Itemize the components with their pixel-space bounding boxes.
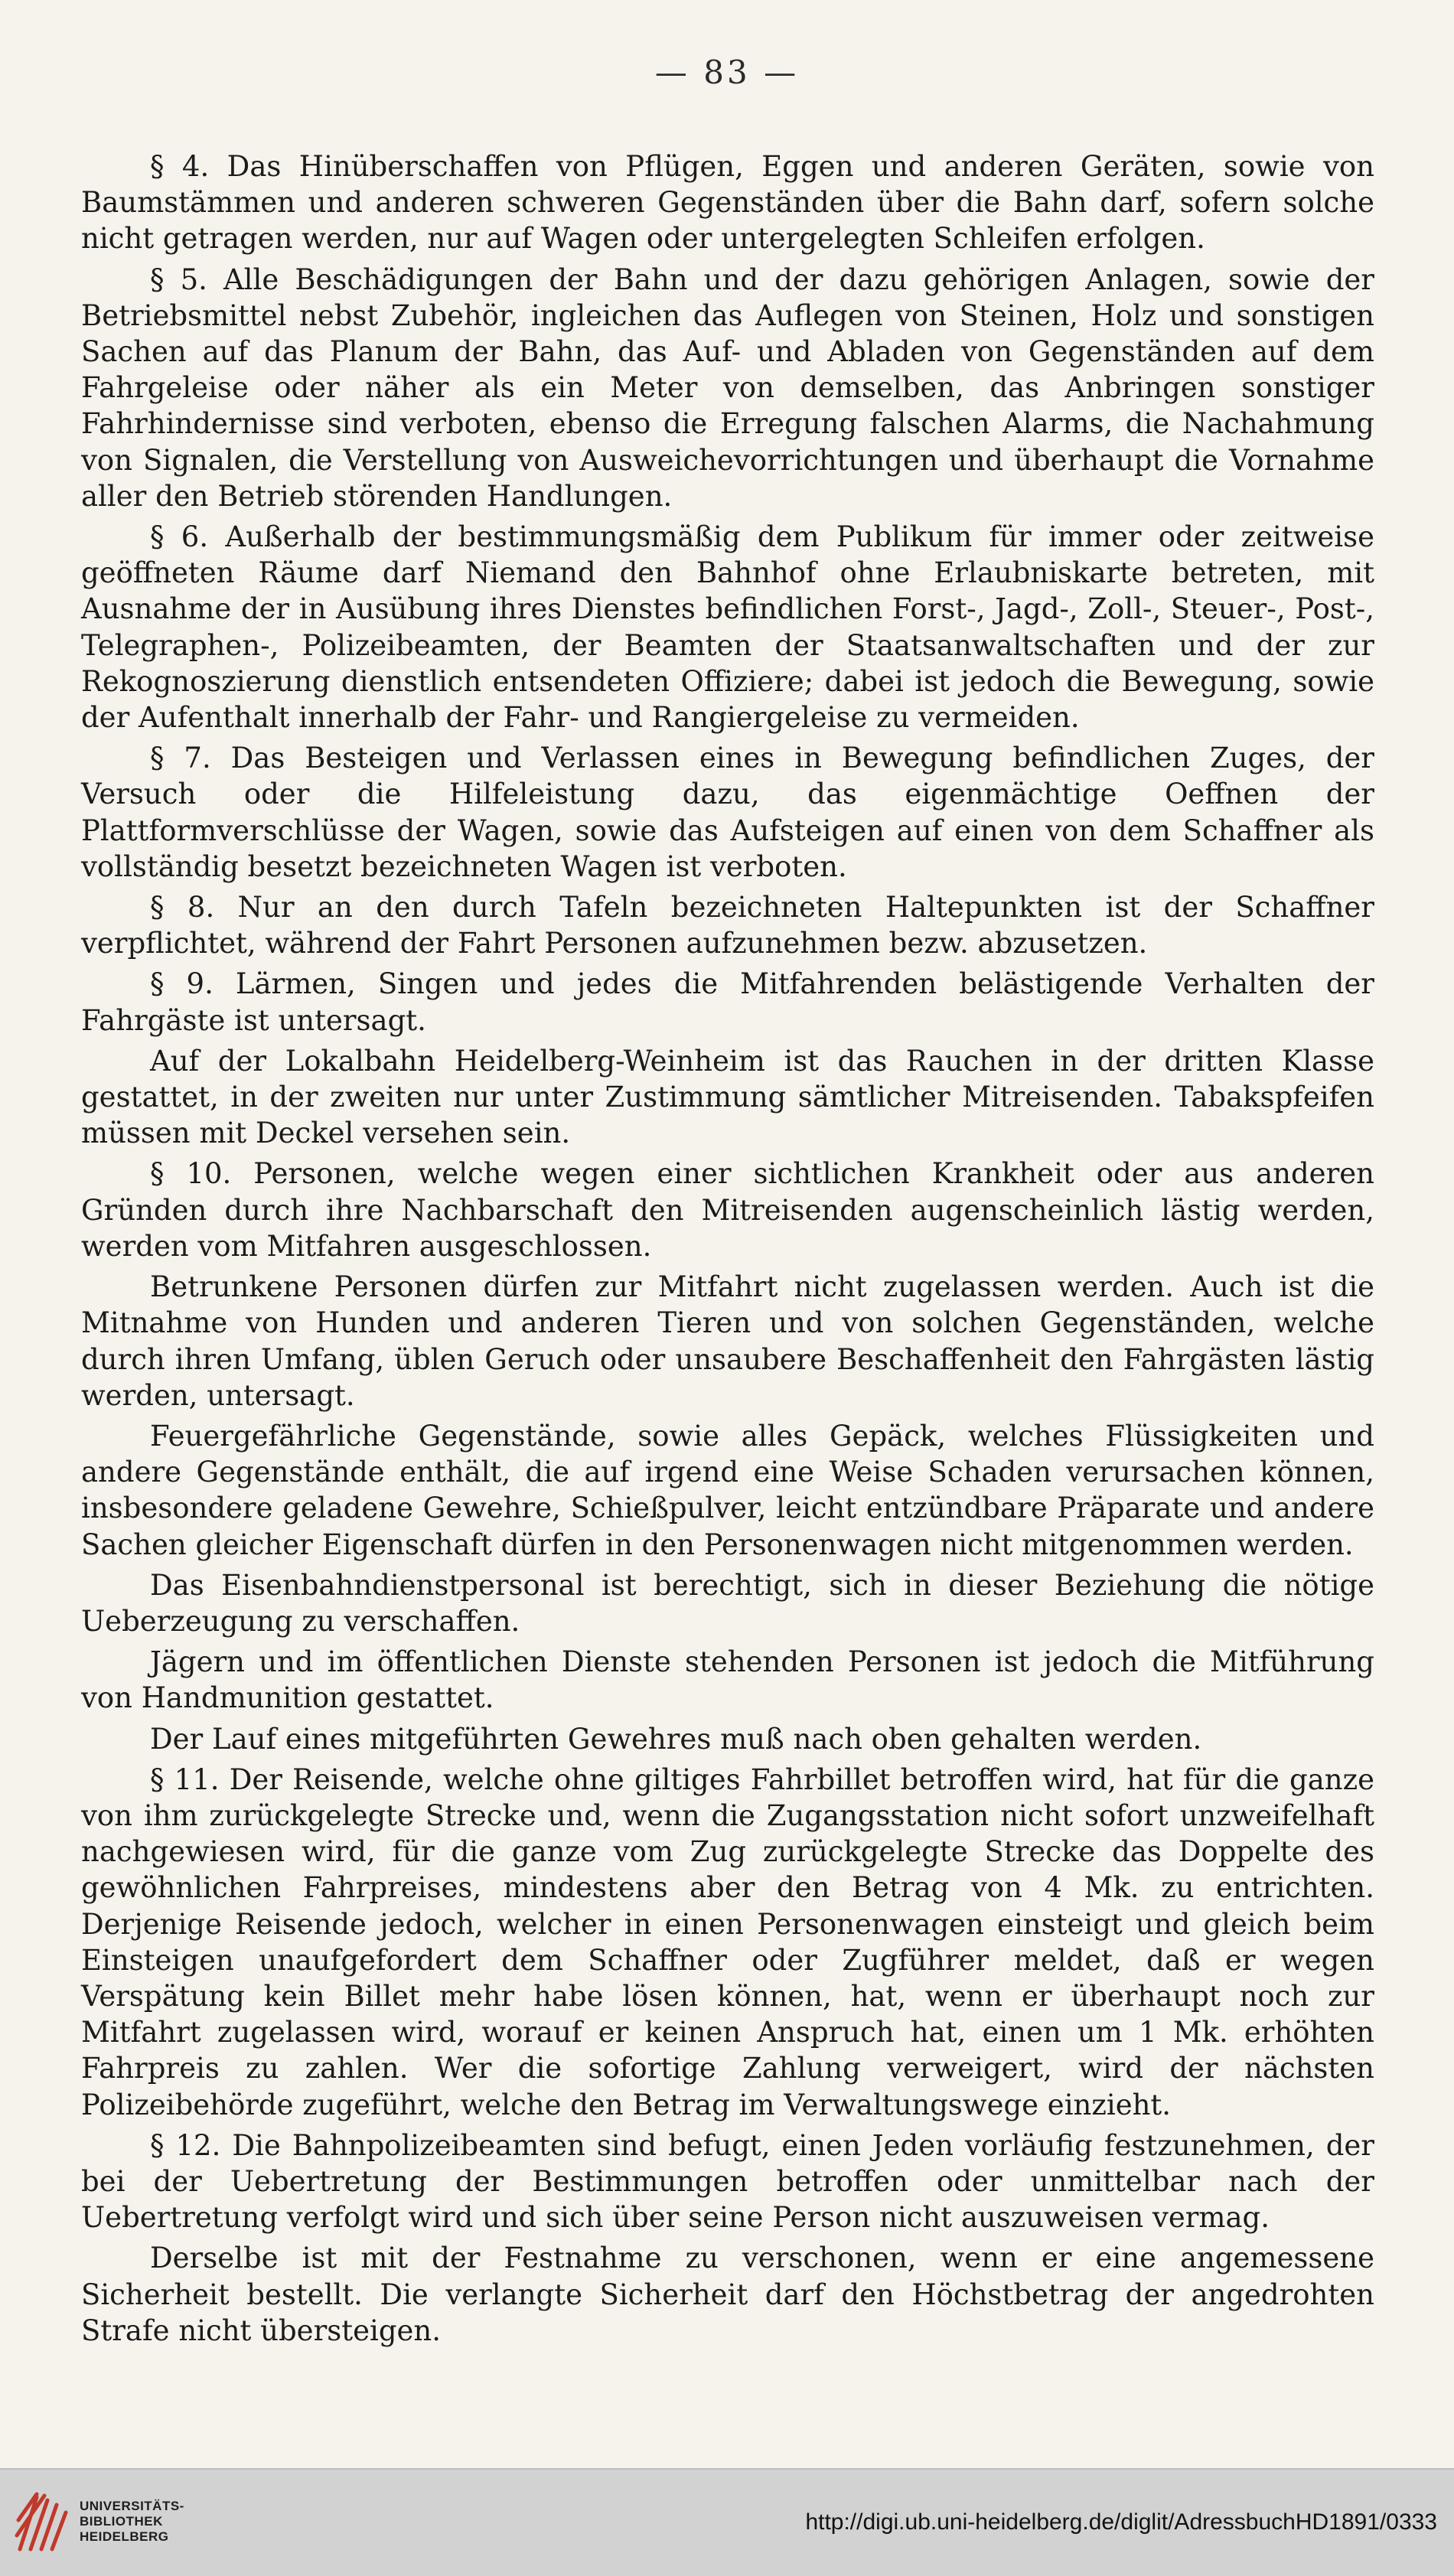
paragraph-section-4: § 4. Das Hinüberschaffen von Pflügen, Eggen und anderen Geräten, sowie von Baumstämmen und anderen schweren Gegenständen über die Bahn darf, sofern solche nicht getragen werden, nur auf Wagen oder untergelegten Schleifen erfolgen. (81, 150, 1374, 256)
paragraph-smoking-rule: Auf der Lokalbahn Heidelberg-Weinheim ist das Rauchen in der dritten Klasse gestattet, in der zweiten nur unter Zustimmung sämtlicher Mitreisenden. Tabakspfeifen müssen mit Deckel versehen sein. (81, 1044, 1374, 1150)
paragraph-section-8: § 8. Nur an den durch Tafeln bezeichneten Haltepunkten ist der Schaffner verpflichtet, während der Fahrt Personen aufzunehmen bezw. abzusetzen. (81, 891, 1374, 960)
paragraph-staff-inspection: Das Eisenbahndienstpersonal ist berechtigt, sich in dieser Beziehung die nötige Ueberzeugung zu verschaffen. (81, 1568, 1374, 1638)
viewer-footer (0, 2468, 1454, 2576)
paragraph-section-10: § 10. Personen, welche wegen einer sichtlichen Krankheit oder aus anderen Gründen durch ihre Nachbarschaft den Mitreisenden augenscheinlich lästig werden, werden vom Mitfahren ausgeschlossen. (81, 1157, 1374, 1263)
document-body (81, 148, 1374, 2353)
paragraph-drunk-persons: Betrunkene Personen dürfen zur Mitfahrt nicht zugelassen werden. Auch ist die Mitnahme von Hunden und anderen Tieren und von solchen Gegenständen, welche durch ihren Umfang, üblen Geruch oder unsaubere Beschaffenheit den Fahrgästen lästig werden, untersagt. (81, 1270, 1374, 1412)
paragraph-section-7: § 7. Das Besteigen und Verlassen eines in Bewegung befindlichen Zuges, der Versuch oder die Hilfeleistung dazu, das eigenmächtige Oeffnen der Plattformverschlüsse der Wagen, sowie das Aufsteigen auf einen von dem Schaffner als vollständig besetzt bezeichneten Wagen ist verboten. (81, 742, 1374, 883)
paragraph-rifle-barrel: Der Lauf eines mitgeführten Gewehres muß nach oben gehalten werden. (150, 1722, 1202, 1756)
paragraph-security-deposit: Derselbe ist mit der Festnahme zu verschonen, wenn er eine angemessene Sicherheit bestellt. Die verlangte Sicherheit darf den Höchstbetrag der angedrohten Strafe nicht übersteigen. (81, 2242, 1374, 2347)
paragraph-section-12: § 12. Die Bahnpolizeibeamten sind befugt, einen Jeden vorläufig festzunehmen, der bei der Uebertretung der Bestimmungen betroffen oder unmittelbar nach der Uebertretung verfolgt wird und sich über seine Person nicht auszuweisen vermag. (81, 2128, 1374, 2235)
paragraph-section-11: § 11. Der Reisende, welche ohne giltiges Fahrbillet betroffen wird, hat für die ganze von ihm zurückgelegte Strecke und, wenn die Zugangsstation nicht sofort unzweifelhaft nachgewiesen wird, für die ganze vom Zug zurückgelegte Strecke das Doppelte des gewöhnlichen Fahrpreises, mindestens aber den Betrag von 4 Mk. zu entrichten. Derjenige Reisende jedoch, welcher in einen Personenwagen einsteigt und gleich beim Einsteigen unaufgefordert dem Schaffner oder Zugführer meldet, daß er wegen Verspätung kein Billet mehr habe lösen können, hat, wenn er überhaupt noch zur Mitfahrt zugelassen wird, worauf er keinen Anspruch hat, einen um 1 Mk. erhöhten Fahrpreis zu zahlen. Wer die sofortige Zahlung verweigert, wird der nächsten Polizeibehörde zugeführt, welche den Betrag im Verwaltungswege einzieht. (81, 1762, 1374, 2121)
paragraph-section-9: § 9. Lärmen, Singen und jedes die Mitfahrenden belästigende Verhalten der Fahrgäste ist untersagt. (81, 967, 1374, 1037)
paragraph-section-6: § 6. Außerhalb der bestimmungsmäßig dem Publikum für immer oder zeitweise geöffneten Räume darf Niemand den Bahnhof ohne Erlaubniskarte betreten, mit Ausnahme der in Ausübung ihres Dienstes befindlichen Forst-, Jagd-, Zoll-, Steuer-, Post-, Telegraphen-, Polizeibeamten, der Beamten der Staatsanwaltschaften und der zur Rekognoszierung dienstlich entsendeten Offiziere; dabei ist jedoch die Bewegung, sowie der Aufenthalt innerhalb der Fahr- und Rangiergeleise zu vermeiden. (81, 520, 1374, 735)
source-url-link[interactable]: http://digi.ub.uni-heidelberg.de/diglit/AdressbuchHD1891/0333 (805, 2509, 1437, 2535)
page-number: — 83 — (654, 54, 800, 91)
paragraph-section-5: § 5. Alle Beschädigungen der Bahn und der dazu gehörigen Anlagen, sowie der Betriebsmittel nebst Zubehör, ingleichen das Auflegen von Steinen, Holz und sonstigen Sachen auf das Planum der Bahn, das Auf- und Abladen von Gegenständen auf dem Fahrgeleise oder näher als ein Meter von demselben, das Anbringen sonstiger Fahrhindernisse sind verboten, ebenso die Erregung falschen Alarms, die Nachahmung von Signalen, die Verstellung von Ausweichevorrichtungen und überhaupt die Vornahme aller den Betrieb störenden Handlungen. (81, 262, 1374, 513)
paragraph-hunters-ammunition: Jägern und im öffentlichen Dienste stehenden Personen ist jedoch die Mitführung von Handmunition gestattet. (81, 1645, 1374, 1715)
university-library-logo-icon (14, 2490, 73, 2555)
paragraph-dangerous-goods: Feuergefährliche Gegenstände, sowie alles Gepäck, welches Flüssigkeiten und andere Gegenstände enthält, die auf irgend eine Weise Schaden verursachen können, insbesondere geladene Gewehre, Schießpulver, leicht entzündbare Präparate und andere Sachen gleicher Eigenschaft dürfen in den Personenwagen nicht mitgenommen werden. (81, 1419, 1374, 1561)
library-name: UNIVERSITÄTS- BIBLIOTHEK HEIDELBERG (80, 2499, 184, 2544)
